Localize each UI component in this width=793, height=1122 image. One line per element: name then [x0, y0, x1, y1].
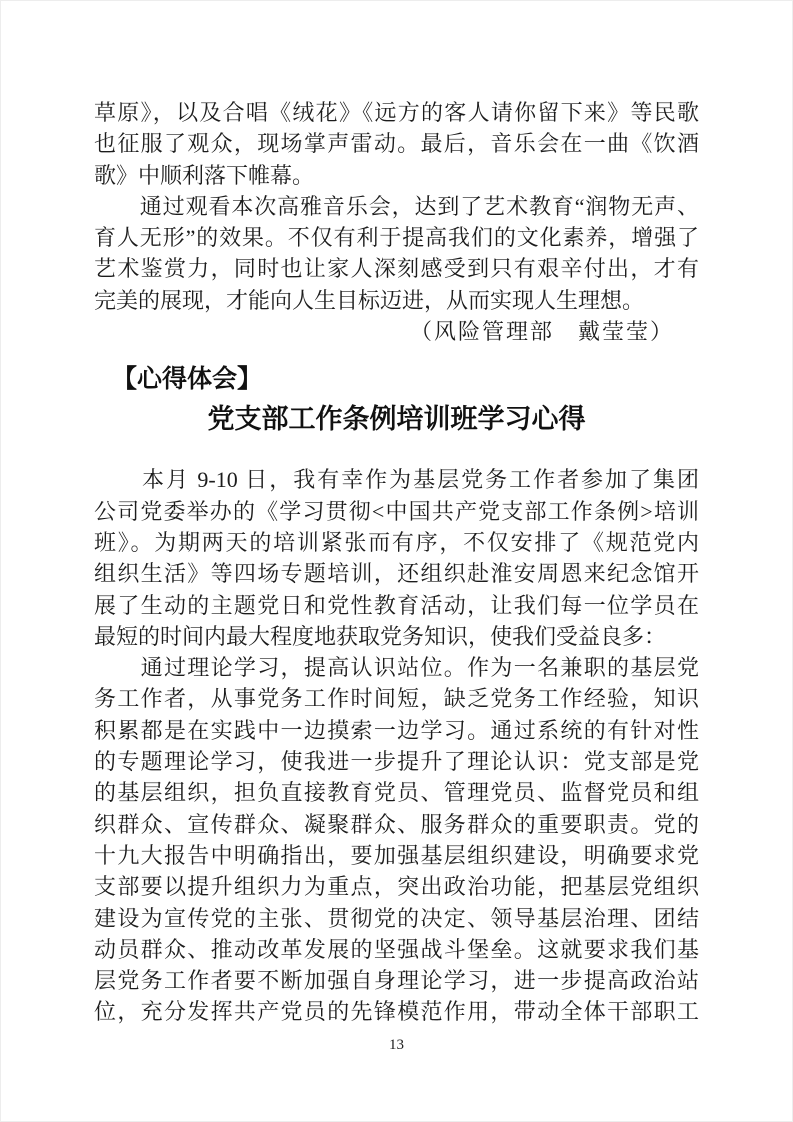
text-line: 完美的展现，才能向人生目标迈进，从而实现人生理想。 [94, 287, 645, 313]
text-line: 动员群众、推动改革发展的坚强战斗堡垒。这就要求我们基 [94, 936, 699, 962]
page-number: 13 [389, 1037, 404, 1053]
training-intro-paragraph [94, 464, 699, 652]
text-line: 草原》，以及合唱《绒花》《远方的客人请你留下来》等民歌 [94, 100, 699, 125]
text-line: 班》。为期两天的培训紧张而有序，不仅安排了《规范党内 [94, 529, 699, 555]
music-report-summary-paragraph [94, 191, 699, 316]
text-line: 歌》中顺利落下帷幕。 [94, 162, 315, 188]
text-line: 也征服了观众，现场掌声雷动。最后，音乐会在一曲《饮酒 [94, 131, 699, 157]
section-header: 【心得体会】 [112, 366, 263, 394]
text-line: 艺术鉴赏力，同时也让家人深刻感受到只有艰辛付出，才有 [94, 256, 699, 282]
author-signature: （风险管理部 戴莹莹） [409, 319, 674, 345]
text-line: 支部要以提升组织力为重点，突出政治功能，把基层党组织 [94, 874, 699, 900]
text-line: 织群众、宣传群众、凝聚群众、服务群众的重要职责。党的 [94, 811, 699, 837]
article-title: 党支部工作条例培训班学习心得 [207, 404, 586, 435]
text-line: 通过观看本次高雅音乐会，达到了艺术教育“润物无声、 [94, 193, 699, 219]
text-line: 育人无形”的效果。不仅有利于提高我们的文化素养，增强了 [94, 225, 699, 251]
text-line: 公司党委举办的《学习贯彻<中国共产党支部工作条例>培训 [94, 498, 699, 524]
text-line: 本月 9-10 日，我有幸作为基层党务工作者参加了集团 [94, 467, 699, 493]
text-line: 务工作者，从事党务工作时间短，缺乏党务工作经验，知识 [94, 686, 699, 712]
text-line: 的专题理论学习，使我进一步提升了理论认识：党支部是党 [94, 749, 699, 775]
text-line: 十九大报告中明确指出，要加强基层组织建设，明确要求党 [94, 842, 699, 868]
music-report-closing-paragraph [94, 97, 699, 191]
text-line: 最短的时间内最大程度地获取党务知识，使我们受益良多： [94, 623, 667, 649]
text-line: 位，充分发挥共产党员的先锋模范作用，带动全体干部职工 [94, 999, 699, 1025]
theory-study-paragraph [94, 652, 699, 1028]
text-line: 层党务工作者要不断加强自身理论学习，进一步提高政治站 [94, 968, 699, 994]
text-line: 通过理论学习，提高认识站位。作为一名兼职的基层党 [94, 655, 699, 681]
text-line: 组织生活》等四场专题培训，还组织赴淮安周恩来纪念馆开 [94, 561, 699, 587]
text-line: 积累都是在实践中一边摸索一边学习。通过系统的有针对性 [94, 717, 699, 743]
text-line: 建设为宣传党的主张、贯彻党的决定、领导基层治理、团结 [94, 905, 699, 931]
text-line: 的基层组织，担负直接教育党员、管理党员、监督党员和组 [94, 780, 699, 806]
text-line: 展了生动的主题党日和党性教育活动，让我们每一位学员在 [94, 592, 699, 618]
page-content [94, 1, 699, 1028]
